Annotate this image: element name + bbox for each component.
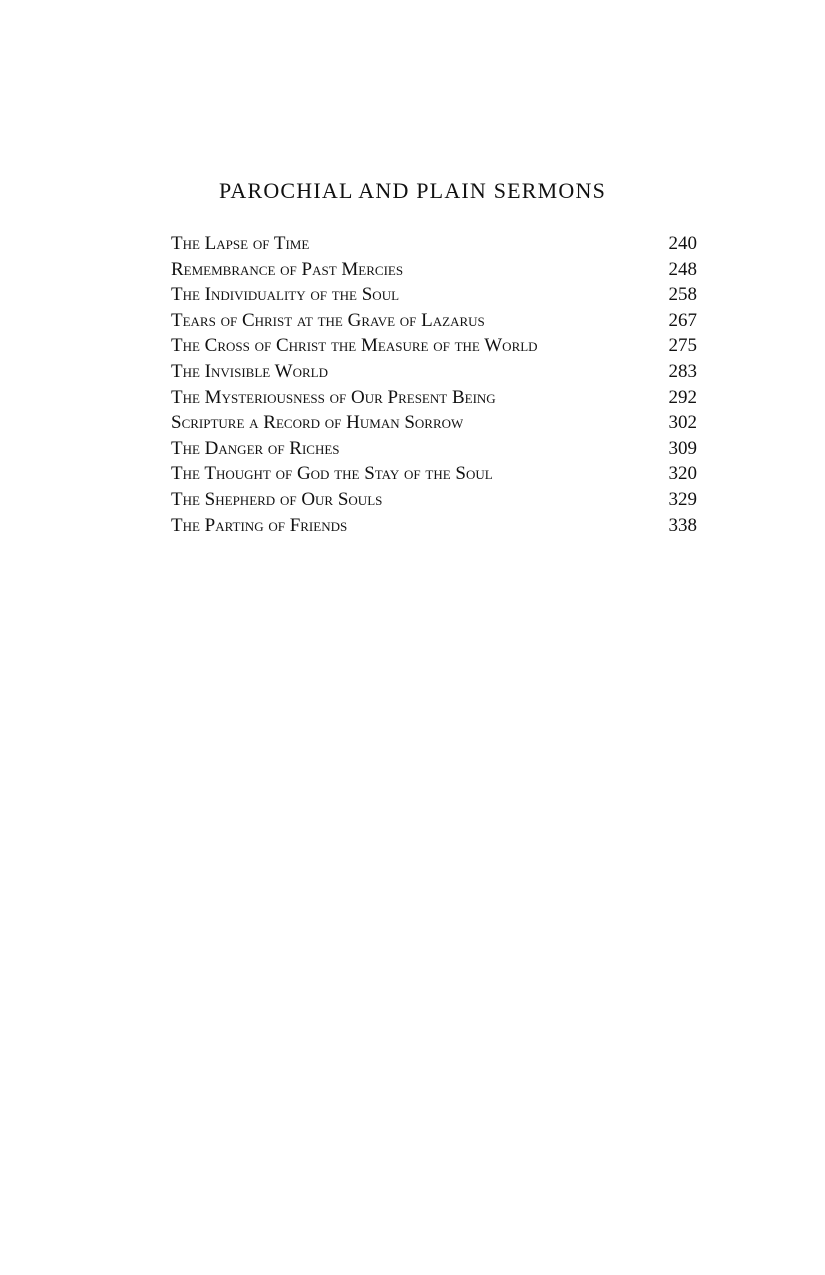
toc-entry-title: Scripture a Record of Human Sorrow xyxy=(171,412,464,434)
toc-entry-page: 309 xyxy=(668,437,697,459)
toc-entry[interactable] xyxy=(171,231,697,257)
toc-entry-title: The Invisible World xyxy=(171,360,328,382)
toc-entry[interactable] xyxy=(171,257,697,283)
toc-entry[interactable] xyxy=(171,513,697,539)
toc-entry[interactable] xyxy=(171,359,697,385)
toc-entry[interactable] xyxy=(171,461,697,487)
toc-entry[interactable] xyxy=(171,385,697,411)
toc-entry-title: The Lapse of Time xyxy=(171,233,310,254)
toc-entry[interactable] xyxy=(171,333,697,359)
toc-entry[interactable] xyxy=(171,436,697,462)
toc-entry-title: The Shepherd of Our Souls xyxy=(171,488,383,510)
toc-entry-page: 275 xyxy=(668,335,697,357)
page-title: PAROCHIAL AND PLAIN SERMONS xyxy=(218,178,607,203)
toc-entry-page: 240 xyxy=(668,233,697,254)
toc-entry[interactable] xyxy=(171,410,697,436)
toc-entry-page: 320 xyxy=(668,463,697,485)
toc-entry-title: The Cross of Christ the Measure of the World xyxy=(171,335,538,357)
toc-entry-title: The Parting of Friends xyxy=(171,514,348,536)
toc-entry-page: 267 xyxy=(668,309,697,331)
toc-entry-page: 258 xyxy=(668,284,697,306)
toc-entry-title: Remembrance of Past Mercies xyxy=(171,258,404,280)
toc-entry-page: 248 xyxy=(668,258,697,280)
toc-entry-title: The Individuality of the Soul xyxy=(171,284,400,306)
toc-entry[interactable] xyxy=(171,487,697,513)
toc-entry-title: The Thought of God the Stay of the Soul xyxy=(171,463,493,485)
toc-entry-title: The Mysteriousness of Our Present Being xyxy=(171,386,496,408)
toc-entry-page: 329 xyxy=(668,488,697,510)
toc-entry[interactable] xyxy=(171,282,697,308)
toc-entry-page: 302 xyxy=(668,412,697,434)
toc-entry-page: 338 xyxy=(668,514,697,536)
toc-entry-page: 283 xyxy=(668,360,697,382)
table-of-contents xyxy=(171,231,697,538)
toc-entry-title: Tears of Christ at the Grave of Lazarus xyxy=(171,309,485,331)
toc-entry[interactable] xyxy=(171,308,697,334)
toc-entry-page: 292 xyxy=(668,386,697,408)
toc-entry-title: The Danger of Riches xyxy=(171,437,340,459)
